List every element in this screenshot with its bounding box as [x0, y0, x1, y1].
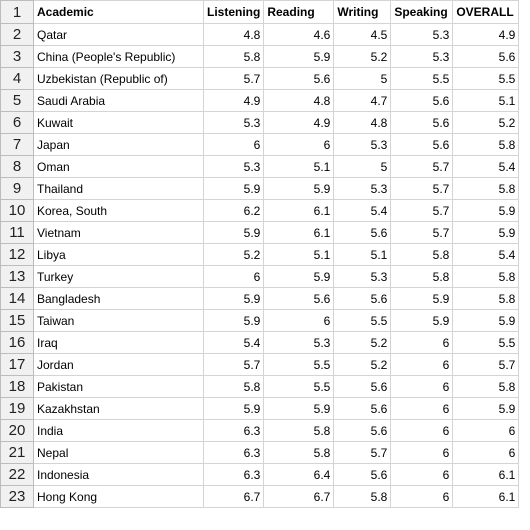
score-cell[interactable]: 5.8: [391, 244, 453, 266]
row-number[interactable]: 17: [1, 354, 34, 376]
score-cell[interactable]: 6: [391, 376, 453, 398]
score-cell[interactable]: 5.4: [334, 200, 391, 222]
score-cell[interactable]: 5.8: [334, 486, 391, 508]
country-cell[interactable]: Kuwait: [34, 112, 204, 134]
row-number[interactable]: 14: [1, 288, 34, 310]
score-cell[interactable]: 5.3: [204, 112, 264, 134]
row-number[interactable]: 13: [1, 266, 34, 288]
score-cell[interactable]: 5.6: [453, 46, 519, 68]
score-cell[interactable]: 5.9: [391, 288, 453, 310]
score-cell[interactable]: 5.3: [264, 332, 334, 354]
score-cell[interactable]: 5.6: [264, 288, 334, 310]
score-cell[interactable]: 5.8: [264, 442, 334, 464]
row-number[interactable]: 22: [1, 464, 34, 486]
score-cell[interactable]: 5.7: [391, 156, 453, 178]
row-number[interactable]: 10: [1, 200, 34, 222]
row-number[interactable]: 15: [1, 310, 34, 332]
score-cell[interactable]: 5.4: [453, 156, 519, 178]
country-cell[interactable]: Indonesia: [34, 464, 204, 486]
score-cell[interactable]: 5.5: [391, 68, 453, 90]
score-cell[interactable]: 5.3: [204, 156, 264, 178]
score-cell[interactable]: 5.9: [391, 310, 453, 332]
row-number[interactable]: 18: [1, 376, 34, 398]
score-cell[interactable]: 5.4: [453, 244, 519, 266]
header-cell-listening[interactable]: Listening: [204, 1, 264, 24]
score-cell[interactable]: 6: [391, 442, 453, 464]
row-number[interactable]: 19: [1, 398, 34, 420]
score-cell[interactable]: 5.2: [334, 332, 391, 354]
country-cell[interactable]: Libya: [34, 244, 204, 266]
table-row: [1, 420, 519, 442]
country-cell[interactable]: Oman: [34, 156, 204, 178]
score-cell[interactable]: 6: [453, 420, 519, 442]
score-cell[interactable]: 5.7: [204, 68, 264, 90]
table-row: [1, 112, 519, 134]
score-cell[interactable]: 5.6: [334, 288, 391, 310]
score-cell[interactable]: 6.1: [453, 464, 519, 486]
table-row: [1, 200, 519, 222]
score-cell[interactable]: 5.9: [453, 222, 519, 244]
score-cell[interactable]: 5.8: [204, 46, 264, 68]
header-cell-speaking[interactable]: Speaking: [391, 1, 453, 24]
table-row: [1, 486, 519, 508]
score-cell[interactable]: 6: [204, 134, 264, 156]
score-cell[interactable]: 6: [264, 310, 334, 332]
score-cell[interactable]: 6: [204, 266, 264, 288]
score-cell[interactable]: 5.9: [264, 266, 334, 288]
score-cell[interactable]: 5.7: [391, 178, 453, 200]
score-cell[interactable]: 5.5: [264, 354, 334, 376]
table-row: [1, 310, 519, 332]
score-cell[interactable]: 6.3: [204, 442, 264, 464]
table-row: [1, 222, 519, 244]
header-cell-academic[interactable]: Academic: [34, 1, 204, 24]
score-cell[interactable]: 5.9: [453, 310, 519, 332]
score-cell[interactable]: 5.9: [204, 310, 264, 332]
score-cell[interactable]: 5.2: [334, 46, 391, 68]
score-cell[interactable]: 5.8: [391, 266, 453, 288]
score-cell[interactable]: 5.7: [391, 222, 453, 244]
header-row: [1, 1, 519, 24]
score-cell[interactable]: 5.9: [264, 46, 334, 68]
score-cell[interactable]: 5.6: [334, 464, 391, 486]
score-cell[interactable]: 5.5: [264, 376, 334, 398]
score-cell[interactable]: 6.7: [264, 486, 334, 508]
country-cell[interactable]: Hong Kong: [34, 486, 204, 508]
table-row: [1, 68, 519, 90]
row-number[interactable]: 3: [1, 46, 34, 68]
row-number[interactable]: 23: [1, 486, 34, 508]
table-row: [1, 178, 519, 200]
country-cell[interactable]: Bangladesh: [34, 288, 204, 310]
row-number[interactable]: 6: [1, 112, 34, 134]
score-cell[interactable]: 5.7: [204, 354, 264, 376]
table-row: [1, 156, 519, 178]
row-number[interactable]: 4: [1, 68, 34, 90]
row-number[interactable]: 2: [1, 24, 34, 46]
country-cell[interactable]: Korea, South: [34, 200, 204, 222]
score-cell[interactable]: 5.8: [453, 288, 519, 310]
score-cell[interactable]: 6: [391, 420, 453, 442]
score-cell[interactable]: 6.4: [264, 464, 334, 486]
header-cell-reading[interactable]: Reading: [264, 1, 334, 24]
score-cell[interactable]: 5.7: [453, 354, 519, 376]
score-cell[interactable]: 5: [334, 68, 391, 90]
header-cell-writing[interactable]: Writing: [334, 1, 391, 24]
score-cell[interactable]: 5.9: [264, 398, 334, 420]
header-cell-overall[interactable]: OVERALL: [453, 1, 519, 24]
score-cell[interactable]: 5.6: [391, 112, 453, 134]
score-cell[interactable]: 5.8: [453, 266, 519, 288]
score-cell[interactable]: 5.6: [334, 398, 391, 420]
score-cell[interactable]: 5.1: [334, 244, 391, 266]
country-cell[interactable]: Thailand: [34, 178, 204, 200]
row-number[interactable]: 8: [1, 156, 34, 178]
score-cell[interactable]: 5.2: [204, 244, 264, 266]
score-cell[interactable]: 6: [391, 332, 453, 354]
country-cell[interactable]: Vietnam: [34, 222, 204, 244]
country-cell[interactable]: Kazakhstan: [34, 398, 204, 420]
score-cell[interactable]: 5.6: [334, 222, 391, 244]
score-cell[interactable]: 4.8: [264, 90, 334, 112]
score-cell[interactable]: 5.2: [334, 354, 391, 376]
score-cell[interactable]: 5.7: [334, 442, 391, 464]
score-cell[interactable]: 5.9: [204, 288, 264, 310]
score-cell[interactable]: 5: [334, 156, 391, 178]
country-cell[interactable]: Uzbekistan (Republic of): [34, 68, 204, 90]
row-number[interactable]: 20: [1, 420, 34, 442]
score-cell[interactable]: 5.8: [453, 178, 519, 200]
score-cell[interactable]: 6.1: [264, 222, 334, 244]
row-number[interactable]: 9: [1, 178, 34, 200]
table-row: [1, 376, 519, 398]
table-row: [1, 46, 519, 68]
row-number[interactable]: 21: [1, 442, 34, 464]
score-cell[interactable]: 5.7: [391, 200, 453, 222]
score-cell[interactable]: 5.3: [391, 24, 453, 46]
score-cell[interactable]: 5.6: [391, 90, 453, 112]
score-cell[interactable]: 6.1: [264, 200, 334, 222]
score-cell[interactable]: 5.9: [453, 398, 519, 420]
table-row: [1, 24, 519, 46]
score-cell[interactable]: 4.6: [264, 24, 334, 46]
table-row: [1, 90, 519, 112]
score-cell[interactable]: 4.9: [264, 112, 334, 134]
score-cell[interactable]: 6.1: [453, 486, 519, 508]
country-cell[interactable]: Jordan: [34, 354, 204, 376]
country-cell[interactable]: India: [34, 420, 204, 442]
country-cell[interactable]: Iraq: [34, 332, 204, 354]
score-cell[interactable]: 6.7: [204, 486, 264, 508]
score-cell[interactable]: 5.6: [334, 420, 391, 442]
row-number[interactable]: 11: [1, 222, 34, 244]
table-row: [1, 244, 519, 266]
score-cell[interactable]: 4.9: [204, 90, 264, 112]
score-cell[interactable]: 6: [391, 354, 453, 376]
country-cell[interactable]: Saudi Arabia: [34, 90, 204, 112]
row-number[interactable]: 12: [1, 244, 34, 266]
country-cell[interactable]: Pakistan: [34, 376, 204, 398]
row-number[interactable]: 7: [1, 134, 34, 156]
score-cell[interactable]: 5.9: [204, 178, 264, 200]
score-cell[interactable]: 5.8: [453, 376, 519, 398]
score-cell[interactable]: 5.5: [453, 68, 519, 90]
score-cell[interactable]: 6.2: [204, 200, 264, 222]
score-cell[interactable]: 5.9: [204, 222, 264, 244]
table-row: [1, 464, 519, 486]
score-cell[interactable]: 5.6: [264, 68, 334, 90]
score-cell[interactable]: 4.8: [334, 112, 391, 134]
country-cell[interactable]: Turkey: [34, 266, 204, 288]
score-cell[interactable]: 4.9: [453, 24, 519, 46]
score-cell[interactable]: 5.3: [334, 178, 391, 200]
score-cell[interactable]: 5.8: [453, 134, 519, 156]
score-cell[interactable]: 6: [391, 486, 453, 508]
score-cell[interactable]: 6: [264, 134, 334, 156]
table-row: [1, 442, 519, 464]
score-cell[interactable]: 5.4: [204, 332, 264, 354]
country-cell[interactable]: Japan: [34, 134, 204, 156]
score-cell[interactable]: 5.9: [264, 178, 334, 200]
score-cell[interactable]: 5.8: [264, 420, 334, 442]
table-row: [1, 266, 519, 288]
country-cell[interactable]: Nepal: [34, 442, 204, 464]
country-cell[interactable]: China (People's Republic): [34, 46, 204, 68]
data-rows: [1, 24, 519, 508]
row-number[interactable]: 1: [1, 1, 34, 24]
table-row: [1, 288, 519, 310]
row-number[interactable]: 16: [1, 332, 34, 354]
country-cell[interactable]: Taiwan: [34, 310, 204, 332]
score-cell[interactable]: 4.5: [334, 24, 391, 46]
score-cell[interactable]: 5.3: [334, 134, 391, 156]
score-cell[interactable]: 5.1: [264, 244, 334, 266]
score-cell[interactable]: 5.5: [334, 310, 391, 332]
score-cell[interactable]: 5.2: [453, 112, 519, 134]
score-cell[interactable]: 6.3: [204, 464, 264, 486]
score-cell[interactable]: 5.8: [204, 376, 264, 398]
score-cell[interactable]: 5.3: [334, 266, 391, 288]
score-cell[interactable]: 5.6: [334, 376, 391, 398]
score-cell[interactable]: 4.7: [334, 90, 391, 112]
score-cell[interactable]: 5.9: [204, 398, 264, 420]
score-cell[interactable]: 6: [391, 464, 453, 486]
score-cell[interactable]: 5.9: [453, 200, 519, 222]
score-cell[interactable]: 5.3: [391, 46, 453, 68]
score-cell[interactable]: 5.1: [453, 90, 519, 112]
score-cell[interactable]: 4.8: [204, 24, 264, 46]
score-cell[interactable]: 5.5: [453, 332, 519, 354]
score-cell[interactable]: 6.3: [204, 420, 264, 442]
table-row: [1, 134, 519, 156]
score-cell[interactable]: 6: [391, 398, 453, 420]
row-number[interactable]: 5: [1, 90, 34, 112]
table-row: [1, 398, 519, 420]
country-cell[interactable]: Qatar: [34, 24, 204, 46]
table-row: [1, 354, 519, 376]
score-cell[interactable]: 5.6: [391, 134, 453, 156]
score-cell[interactable]: 5.1: [264, 156, 334, 178]
score-cell[interactable]: 6: [453, 442, 519, 464]
table-row: [1, 332, 519, 354]
